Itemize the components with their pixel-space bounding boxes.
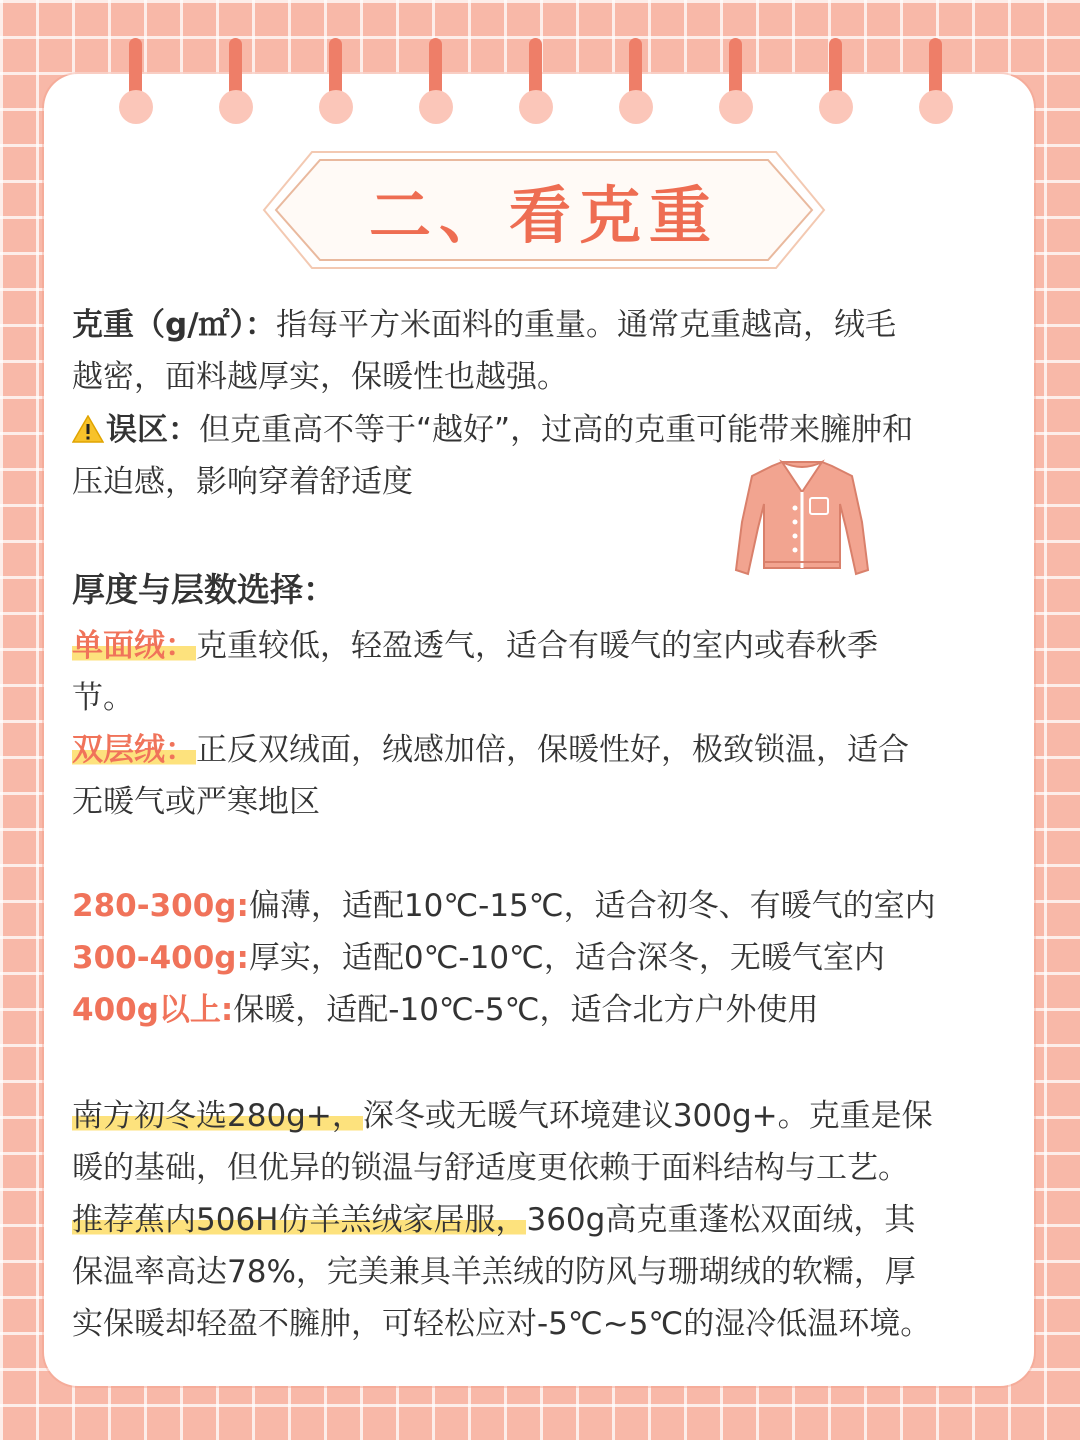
double-layer-label: 双层绒： bbox=[72, 732, 196, 768]
double-layer-line-1: 双层绒：正反双绒面，绒感加倍，保暖性好，极致锁温，适合 bbox=[72, 732, 909, 768]
summary-line-3: 推荐蕉内506H仿羊羔绒家居服，360g高克重蓬松双面绒，其 bbox=[72, 1202, 916, 1238]
summary-line-2: 暖的基础，但优异的锁温与舒适度更依赖于面料结构与工艺。 bbox=[72, 1150, 909, 1186]
binder-ring bbox=[419, 38, 453, 122]
warning-label: 误区： bbox=[106, 412, 199, 448]
single-layer-line-1: 单面绒：克重较低，轻盈透气，适合有暖气的室内或春秋季 bbox=[72, 628, 878, 664]
weight-range: 280-300g: bbox=[72, 888, 249, 924]
weight-desc: 保暖，适配-10℃-5℃，适合北方户外使用 bbox=[233, 992, 819, 1028]
single-layer-label: 单面绒： bbox=[72, 628, 196, 664]
summary-line-5: 实保暖却轻盈不臃肿，可轻松应对-5℃~5℃的湿冷低温环境。 bbox=[72, 1306, 932, 1342]
warning-line-2: 压迫感，影响穿着舒适度 bbox=[72, 464, 413, 500]
thickness-heading: 厚度与层数选择： bbox=[72, 570, 336, 609]
product-highlight: 推荐蕉内506H仿羊羔绒家居服， bbox=[72, 1202, 527, 1238]
summary-highlight: 南方初冬选280g+， bbox=[72, 1098, 363, 1134]
warning-line-1: 误区：但克重高不等于“越好”，过高的克重可能带来臃肿和 bbox=[72, 404, 1022, 459]
binder-ring bbox=[619, 38, 653, 122]
single-layer-line-2: 节。 bbox=[72, 680, 134, 716]
binder-ring bbox=[119, 38, 153, 122]
weight-row bbox=[72, 984, 1022, 1036]
intro-line-2: 越密，面料越厚实，保暖性也越强。 bbox=[72, 359, 568, 395]
weight-range: 400g以上: bbox=[72, 992, 234, 1028]
binder-ring bbox=[319, 38, 353, 122]
summary-line-4: 保温率高达78%，完美兼具羊羔绒的防风与珊瑚绒的软糯，厚 bbox=[72, 1254, 916, 1290]
binder-ring bbox=[919, 38, 953, 122]
binder-ring bbox=[719, 38, 753, 122]
warning-icon bbox=[72, 407, 106, 459]
weight-range: 300-400g: bbox=[72, 940, 249, 976]
summary-line-1: 南方初冬选280g+，深冬或无暖气环境建议300g+。克重是保 bbox=[72, 1098, 933, 1134]
weight-desc: 偏薄，适配10℃-15℃，适合初冬、有暖气的室内 bbox=[248, 888, 936, 924]
weight-desc: 厚实，适配0℃-10℃，适合深冬，无暖气室内 bbox=[248, 940, 885, 976]
intro-line-1: 克重（g/㎡）：指每平方米面料的重量。通常克重越高，绒毛 bbox=[72, 307, 897, 343]
intro-term: 克重（g/㎡）： bbox=[72, 307, 277, 343]
binder-ring bbox=[819, 38, 853, 122]
double-layer-line-2: 无暖气或严寒地区 bbox=[72, 784, 320, 820]
page-title: 二、看克重 bbox=[368, 178, 719, 252]
weight-row bbox=[72, 932, 1022, 984]
binder-ring bbox=[219, 38, 253, 122]
weight-row bbox=[72, 880, 1022, 932]
binder-ring bbox=[519, 38, 553, 122]
